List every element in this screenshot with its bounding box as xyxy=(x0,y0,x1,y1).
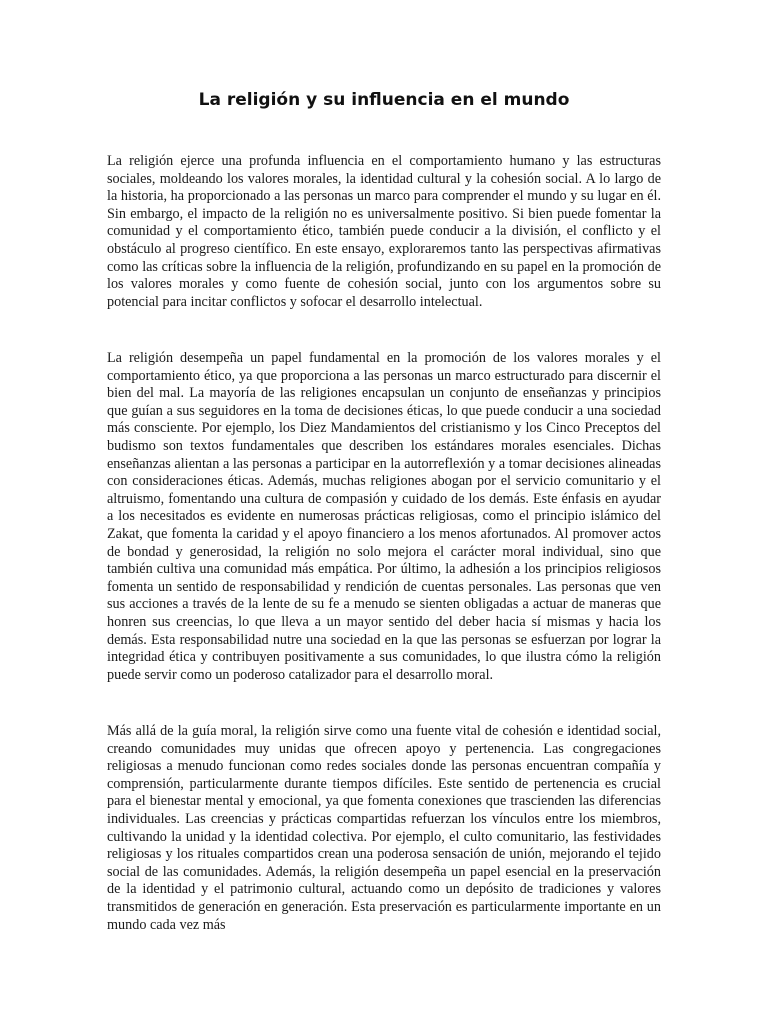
paragraph-moral-values: La religión desempeña un papel fundamental en la promoción de los valores morales y el comportamiento ético, ya que proporciona a las personas un marco estructurado para discernir el bien del mal. La mayoría de las religiones encapsulan un conjunto de enseñanzas y principios que guían a sus seguidores en la toma de decisiones éticas, lo que puede conducir a una sociedad más consciente. Por ejemplo, los Diez Mandamientos del cristianismo y los Cinco Preceptos del budismo son textos fundamentales que describen los estándares morales esenciales. Dichas enseñanzas alientan a las personas a participar en la autorreflexión y a tomar decisiones alineadas con consideraciones éticas. Además, muchas religiones abogan por el servicio comunitario y el altruismo, fomentando una cultura de compasión y cuidado de los demás. Este énfasis en ayudar a los necesitados es evidente en numerosas prácticas religiosas, como el principio islámico del Zakat, que fomenta la caridad y el apoyo financiero a los menos afortunados. Al promover actos de bondad y generosidad, la religión no solo mejora el carácter moral individual, sino que también cultiva una comunidad más empática. Por último, la adhesión a los principios religiosos fomenta un sentido de responsabilidad y rendición de cuentas personales. Las personas que ven sus acciones a través de la lente de su fe a menudo se sienten obligadas a actuar de maneras que honren sus creencias, lo que lleva a un mayor sentido del deber hacia sí mismas y hacia los demás. Esta responsabilidad nutre una sociedad en la que las personas se esfuerzan por lograr la integridad ética y contribuyen positivamente a sus comunidades, lo que ilustra cómo la religión puede servir como un poderoso catalizador para el desarrollo moral. xyxy=(107,350,661,683)
document-title: La religión y su influencia en el mundo xyxy=(198,90,570,110)
paragraph-introduction: La religión ejerce una profunda influencia en el comportamiento humano y las estructuras sociales, moldeando los valores morales, la identidad cultural y la cohesión social. A lo largo de la historia, ha proporcionado a las personas un marco para comprender el mundo y su lugar en él. Sin embargo, el impacto de la religión no es universalmente positivo. Si bien puede fomentar la comunidad y el comportamiento ético, también puede conducir a la división, el conflicto y el obstáculo al progreso científico. En este ensayo, exploraremos tanto las perspectivas afirmativas como las críticas sobre la influencia de la religión, profundizando en su papel en la promoción de los valores morales y como fuente de cohesión social, junto con los argumentos sobre su potencial para incitar conflictos y sofocar el desarrollo intelectual. xyxy=(107,153,661,310)
paragraph-social-cohesion: Más allá de la guía moral, la religión sirve como una fuente vital de cohesión e identidad social, creando comunidades muy unidas que ofrecen apoyo y pertenencia. Las congregaciones religiosas a menudo funcionan como redes sociales donde las personas encuentran compañía y comprensión, particularmente durante tiempos difíciles. Este sentido de pertenencia es crucial para el bienestar mental y emocional, ya que fomenta conexiones que trascienden las diferencias individuales. Las creencias y prácticas compartidas refuerzan los vínculos entre los miembros, cultivando la unidad y la identidad colectiva. Por ejemplo, el culto comunitario, las festividades religiosas y los rituales compartidos crean una poderosa sensación de unión, mejorando el tejido social de las comunidades. Además, la religión desempeña un papel esencial en la preservación de la identidad y el patrimonio cultural, actuando como un depósito de tradiciones y valores transmitidos de generación en generación. Esta preservación es particularmente importante en un mundo cada vez más xyxy=(107,723,661,933)
